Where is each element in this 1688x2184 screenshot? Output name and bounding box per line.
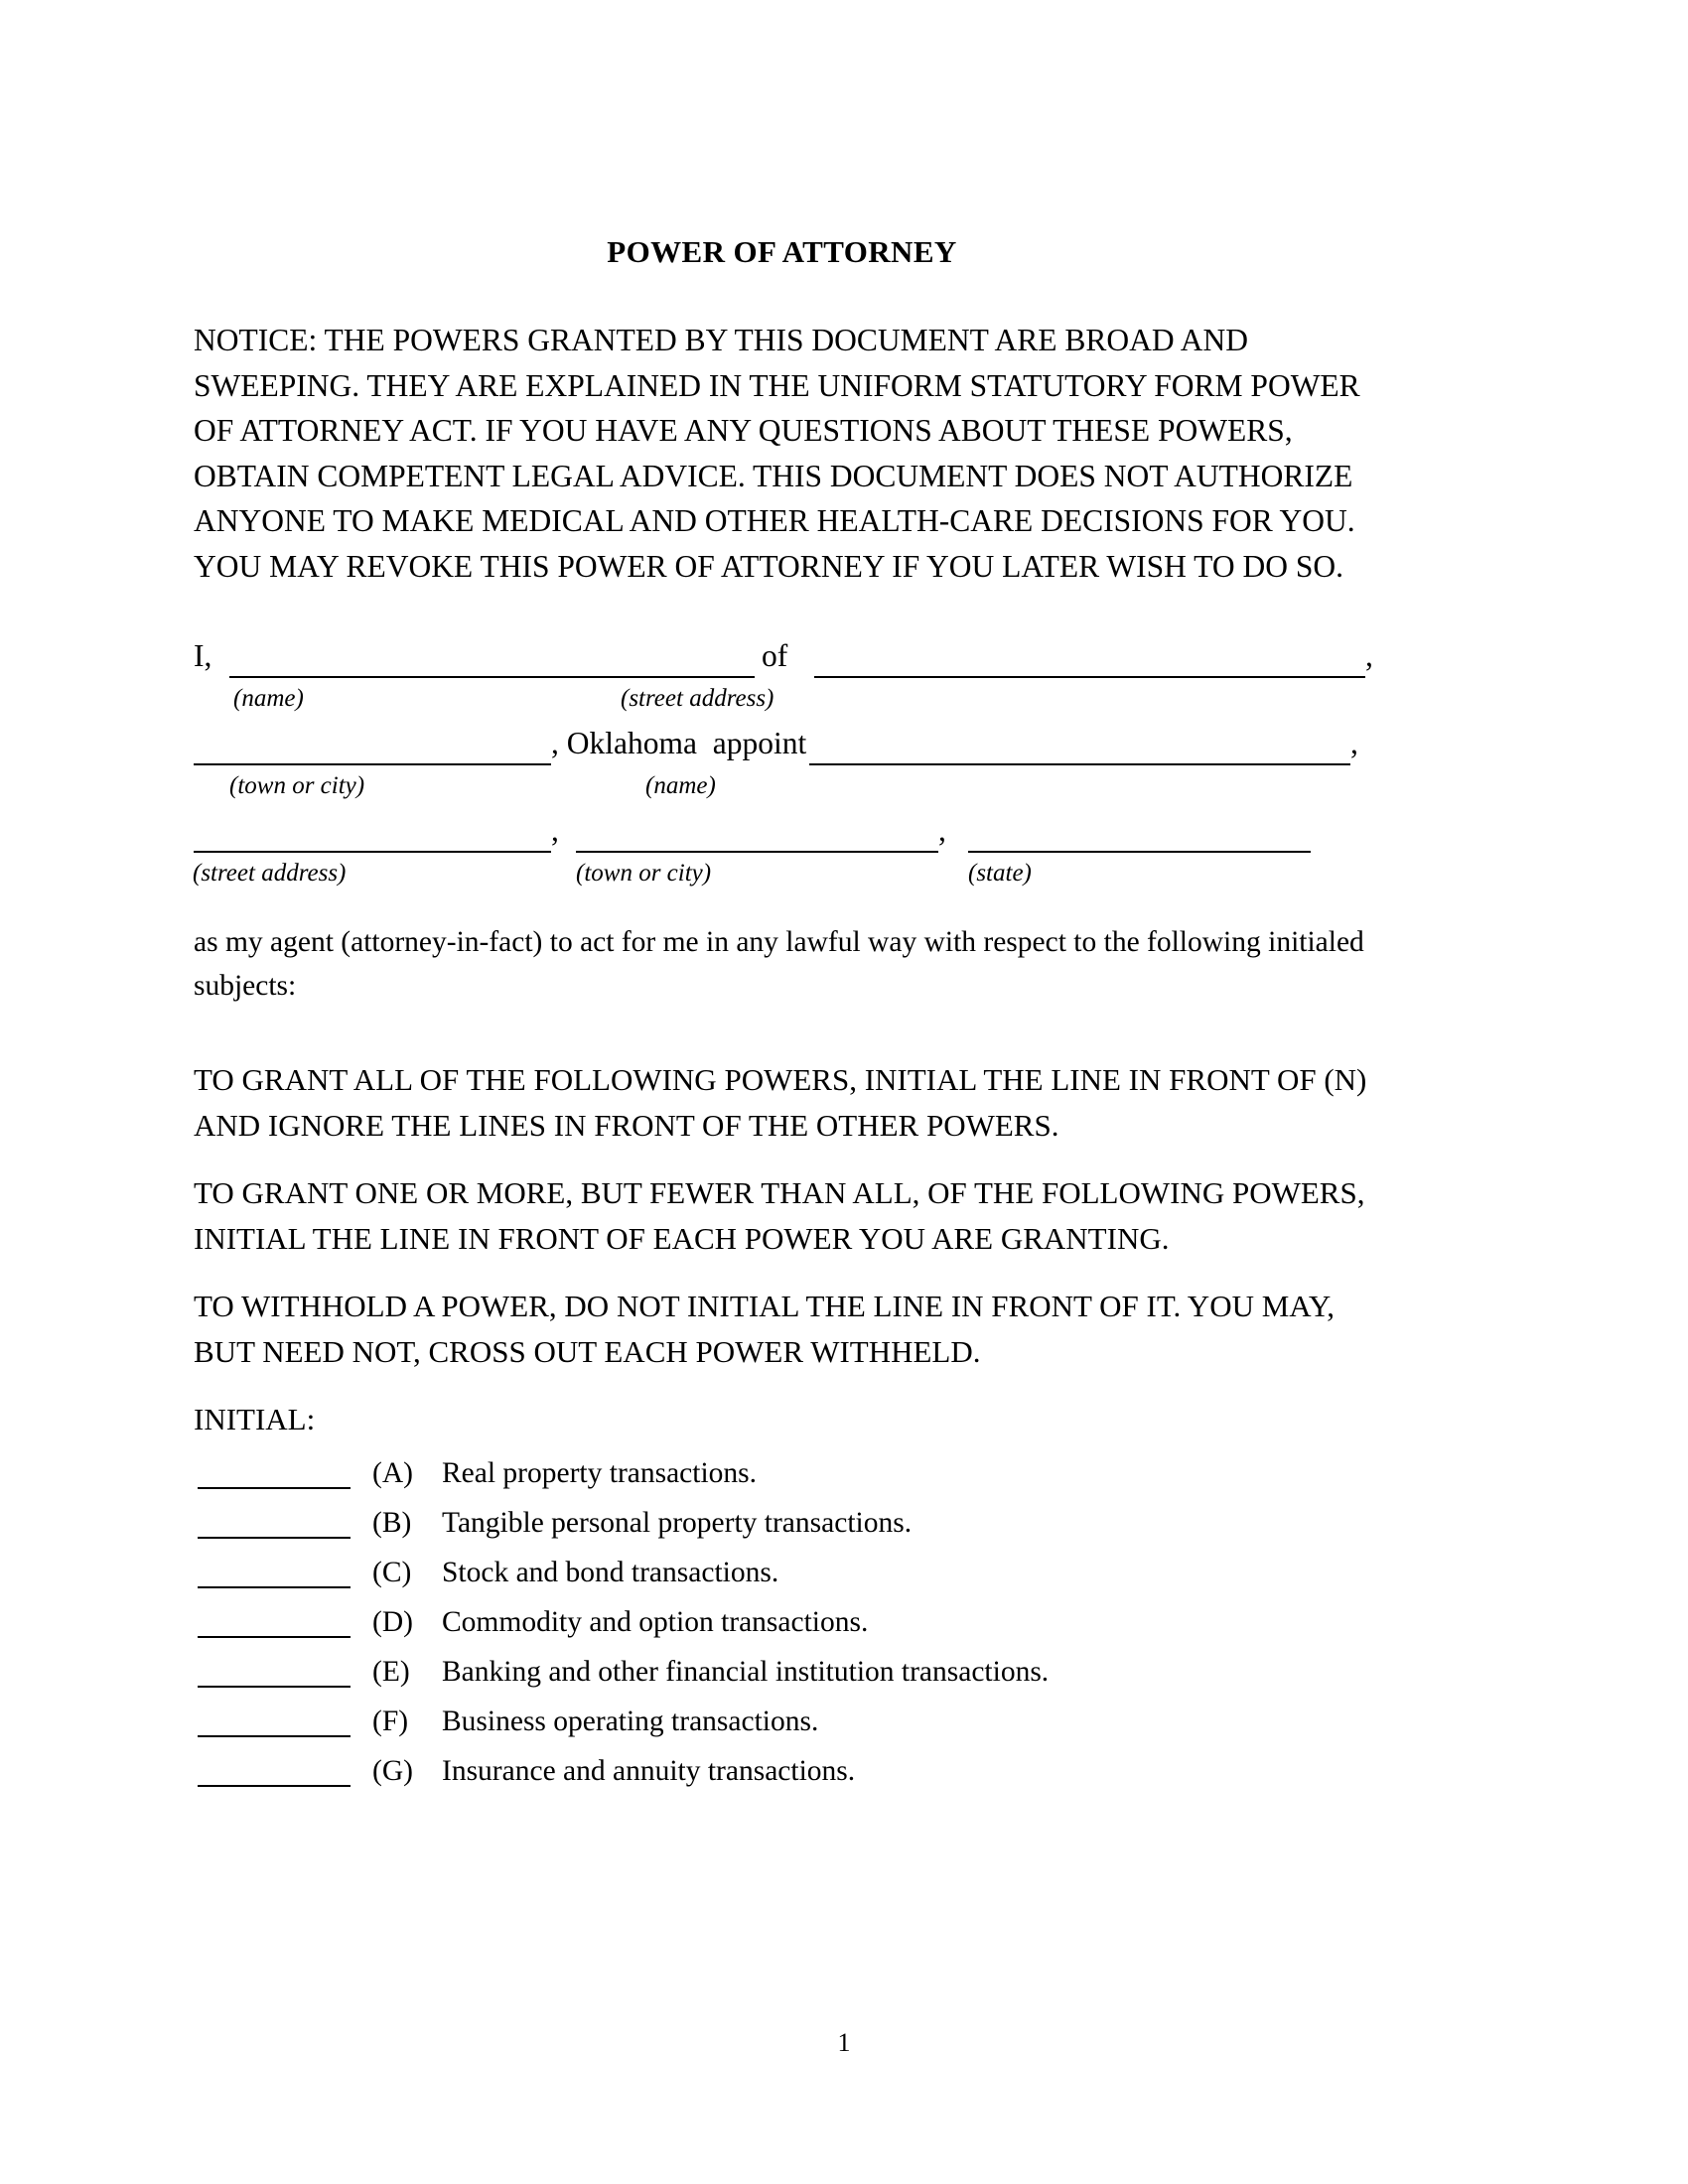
- instruction-grant-all: TO GRANT ALL OF THE FOLLOWING POWERS, INITIAL THE LINE IN FRONT OF (N) AND IGNORE THE LINES IN FRONT OF THE OTHER POWERS.: [194, 1062, 1367, 1143]
- form-line2-verb: appoint: [712, 726, 807, 761]
- list-item: [194, 1448, 1370, 1498]
- agent-authority-paragraph: as my agent (attorney-in-fact) to act for me in any lawful way with respect to the following initialed subjects:: [194, 926, 1364, 1003]
- caption-agent-name: (name): [645, 772, 716, 800]
- power-letter-f: (F): [372, 1705, 409, 1737]
- blank-agent-street-address[interactable]: [194, 851, 551, 853]
- caption-agent-state: (state): [968, 860, 1032, 887]
- power-letter-b: (B): [372, 1506, 412, 1539]
- caption-name: (name): [233, 685, 304, 713]
- form-line2-trailing-comma: ,: [1350, 726, 1358, 761]
- blank-principal-name[interactable]: [229, 676, 755, 678]
- blank-agent-state[interactable]: [968, 851, 1311, 853]
- powers-list: [194, 1442, 1370, 1796]
- form-line3-comma-1: ,: [551, 813, 559, 849]
- form-line-1: [194, 630, 1373, 718]
- power-label-e: Banking and other financial institution transactions.: [442, 1655, 1050, 1688]
- form-line1-trailing-comma: ,: [1365, 638, 1373, 674]
- instruction-withhold: TO WITHHOLD A POWER, DO NOT INITIAL THE LINE IN FRONT OF IT. YOU MAY, BUT NEED NOT, CROSS OUT EACH POWER WITHHELD.: [194, 1289, 1335, 1369]
- caption-agent-street-address: (street address): [193, 860, 347, 887]
- page-title: POWER OF ATTORNEY: [607, 234, 957, 269]
- form-line1-connector: of: [762, 638, 788, 674]
- initial-blank-a[interactable]: [198, 1487, 351, 1489]
- caption-town-or-city: (town or city): [229, 772, 365, 800]
- power-label-a: Real property transactions.: [442, 1456, 758, 1489]
- form-line1-lead: I,: [194, 638, 212, 674]
- form-line2-state-clause: [551, 728, 806, 759]
- list-item: [194, 1498, 1370, 1548]
- form-line2-state: Oklahoma: [566, 726, 697, 761]
- initial-blank-g[interactable]: [198, 1785, 351, 1787]
- form-line2-comma: ,: [551, 726, 559, 761]
- caption-street-address: (street address): [621, 685, 774, 713]
- document-body: [193, 0, 1373, 1796]
- power-letter-a: (A): [372, 1456, 413, 1489]
- list-item: [194, 1697, 1370, 1746]
- blank-agent-name[interactable]: [809, 763, 1350, 765]
- initial-blank-e[interactable]: [198, 1686, 351, 1688]
- power-label-g: Insurance and annuity transactions.: [442, 1754, 856, 1787]
- blank-agent-town-or-city[interactable]: [576, 851, 938, 853]
- form-line-2: [194, 718, 1370, 805]
- form-line-3: [194, 805, 1370, 892]
- instruction-grant-some: TO GRANT ONE OR MORE, BUT FEWER THAN ALL, OF THE FOLLOWING POWERS, INITIAL THE LINE IN FRONT OF EACH POWER YOU ARE GRANTING.: [194, 1175, 1365, 1256]
- initial-heading: INITIAL:: [194, 1402, 316, 1437]
- principal-agent-form: [193, 589, 1373, 892]
- power-label-d: Commodity and option transactions.: [442, 1605, 869, 1638]
- initial-blank-c[interactable]: [198, 1586, 351, 1588]
- power-letter-d: (D): [372, 1605, 413, 1638]
- initial-blank-d[interactable]: [198, 1636, 351, 1638]
- list-item: [194, 1647, 1370, 1697]
- caption-agent-town-or-city: (town or city): [576, 860, 712, 887]
- power-label-f: Business operating transactions.: [442, 1705, 819, 1737]
- blank-principal-street-address[interactable]: [814, 676, 1365, 678]
- power-label-c: Stock and bond transactions.: [442, 1556, 779, 1588]
- initial-blank-b[interactable]: [198, 1537, 351, 1539]
- power-letter-e: (E): [372, 1655, 410, 1688]
- list-item: [194, 1597, 1370, 1647]
- page-number: 1: [837, 2028, 851, 2057]
- initial-blank-f[interactable]: [198, 1735, 351, 1737]
- power-letter-c: (C): [372, 1556, 412, 1588]
- blank-principal-town-or-city[interactable]: [194, 763, 551, 765]
- list-item: [194, 1548, 1370, 1597]
- notice-paragraph: NOTICE: THE POWERS GRANTED BY THIS DOCUMENT ARE BROAD AND SWEEPING. THEY ARE EXPLAINED IN THE UNIFORM STATUTORY FORM POWER OF ATTORNEY ACT. IF YOU HAVE ANY QUESTIONS ABOUT THESE POWERS, OBTAIN COMPETENT LEGAL ADVICE. THIS DOCUMENT DOES NOT AUTHORIZE ANYONE TO MAKE MEDICAL AND OTHER HEALTH-CARE DECISIONS FOR YOU. YOU MAY REVOKE THIS POWER OF ATTORNEY IF YOU LATER WISH TO DO SO.: [194, 323, 1360, 584]
- form-line3-comma-2: ,: [938, 813, 946, 849]
- power-label-b: Tangible personal property transactions.: [442, 1506, 913, 1539]
- power-letter-g: (G): [372, 1754, 413, 1787]
- list-item: [194, 1746, 1370, 1796]
